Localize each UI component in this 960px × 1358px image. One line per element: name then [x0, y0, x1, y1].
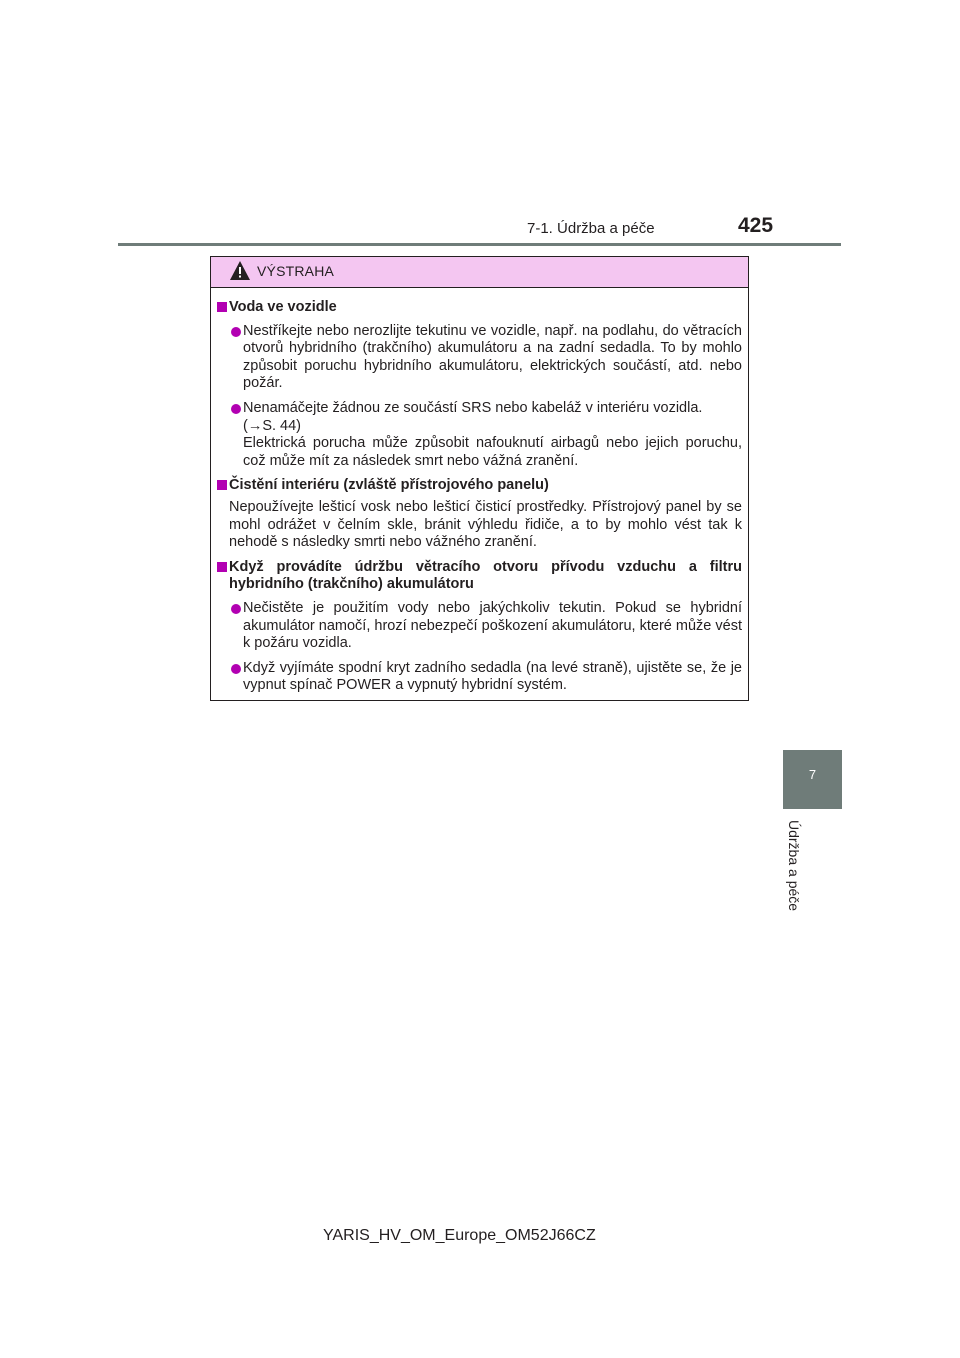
item-text: Nestříkejte nebo nerozlijte tekutinu ve vozidle, např. na podlahu, do větracích otvorů hybridního (trakčního) akumulátoru a na zadní sedadla. To by mohlo způsobit poruchu hybridního akumulátoru, elektrických součástí, atd. nebo požár.: [243, 322, 742, 392]
item-text: Nenamáčejte žádnou ze součástí SRS nebo kabeláž v interiéru vozidla.: [243, 399, 703, 416]
warning-body: [211, 288, 748, 695]
topic-title: Čistění interiéru (zvláště přístrojového panelu): [229, 477, 549, 494]
warning-triangle-icon: [229, 260, 251, 281]
circle-bullet-icon: [231, 604, 241, 614]
chapter-label: Údržba a péče: [786, 820, 802, 912]
chapter-tab: [783, 750, 842, 809]
item-text: Nečistěte je použitím vody nebo jakýchkoliv tekutin. Pokud se hybridní akumulátor namočí, hrozí nebezpečí poškození akumulátoru, které může vést k požáru vozidla.: [243, 599, 742, 652]
circle-bullet-icon: [231, 327, 241, 337]
paragraph: Nepoužívejte lešticí vosk nebo lešticí čisticí prostředky. Přístrojový panel by se mohl odrážet v čelním skle, bránit výhledu řidiče, a to by mohlo vést tak k nehodě s následky smrti nebo vážného zranění.: [229, 498, 742, 551]
circle-bullet-icon: [231, 404, 241, 414]
topic-title: Když provádíte údržbu větracího otvoru přívodu vzduchu a filtru hybridního (trakčního) akumulátoru: [229, 558, 742, 593]
topic-water: [217, 299, 742, 317]
square-bullet-icon: [217, 480, 227, 490]
topic-interior-cleaning: [217, 477, 742, 495]
list-item: [217, 600, 742, 653]
warning-box: [210, 256, 749, 701]
page-reference: (→S. 44): [243, 417, 302, 434]
item-text: Elektrická porucha může způsobit nafouknutí airbagů nebo jejich poruchu, což může mít za následek smrt nebo vážná zranění.: [243, 435, 742, 469]
list-item: [217, 323, 742, 393]
chapter-number: 7: [808, 767, 817, 782]
list-item: [217, 660, 742, 695]
warning-header: [211, 257, 748, 288]
topic-title: Voda ve vozidle: [229, 299, 337, 315]
document-code: YARIS_HV_OM_Europe_OM52J66CZ: [323, 1227, 596, 1244]
warning-title: VÝSTRAHA: [257, 263, 335, 279]
header-divider: [118, 243, 841, 246]
list-item: [217, 400, 742, 470]
page-number: 425: [738, 214, 774, 237]
topic-battery-vent: [217, 559, 742, 594]
square-bullet-icon: [217, 562, 227, 572]
item-text: Když vyjímáte spodní kryt zadního sedadla (na levé straně), ujistěte se, že je vypnut spínač POWER a vypnutý hybridní systém.: [243, 659, 742, 694]
circle-bullet-icon: [231, 664, 241, 674]
square-bullet-icon: [217, 302, 227, 312]
section-title: 7-1. Údržba a péče: [527, 220, 655, 237]
